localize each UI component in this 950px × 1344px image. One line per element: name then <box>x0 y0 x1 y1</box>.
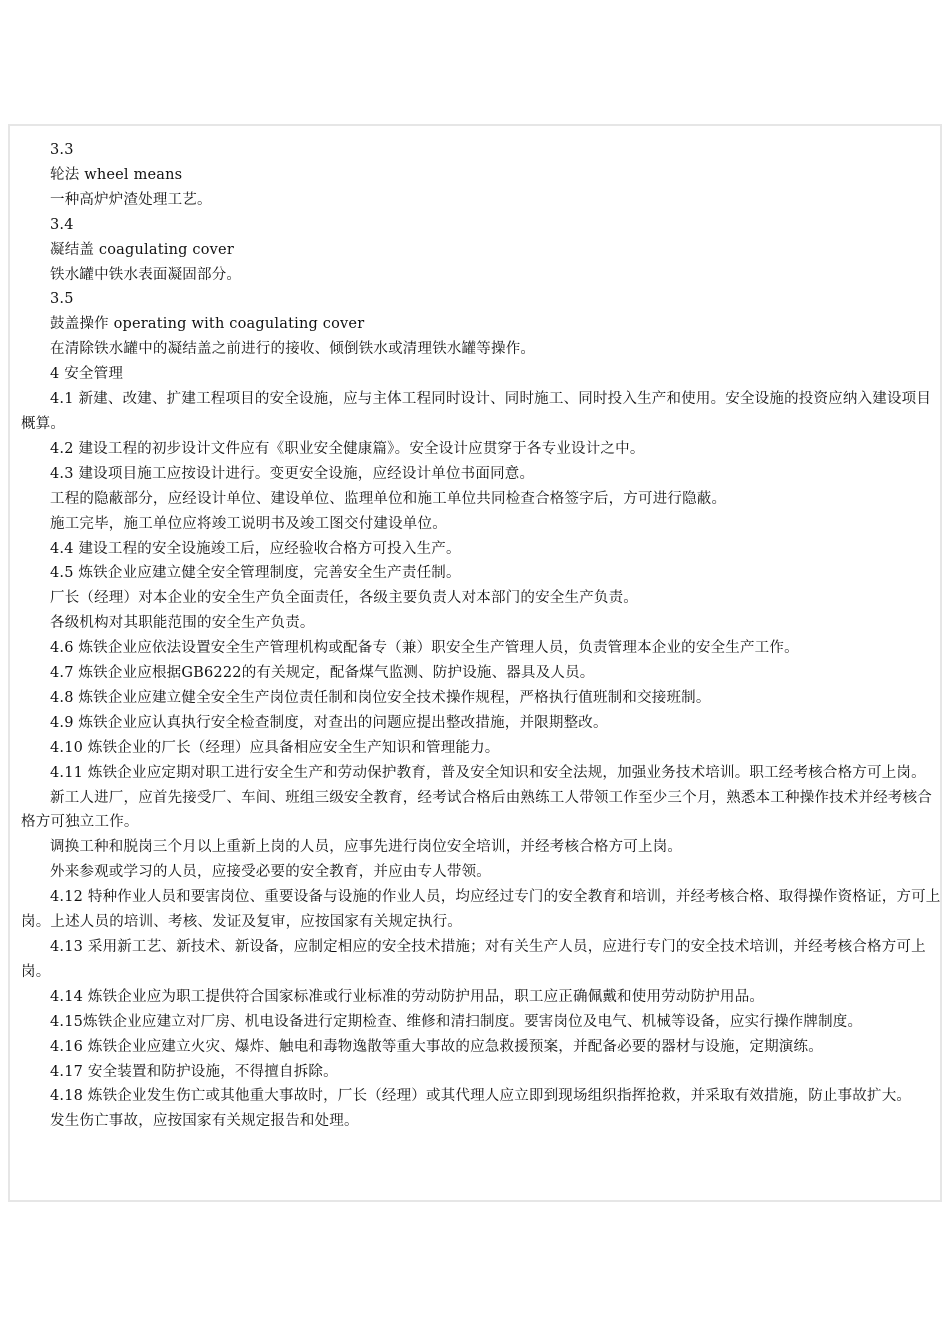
clause-paragraph: 4.1 新建、改建、扩建工程项目的安全设施，应与主体工程同时设计、同时施工、同时投入生产和使用。安全设施的投资应纳入建设项目概算。 <box>21 391 932 432</box>
clause-paragraph: 4.12 特种作业人员和要害岗位、重要设备与设施的作业人员，均应经过专门的安全教育和培训，并经考核合格、取得操作资格证，方可上岗。上述人员的培训、考核、发证及复审，应按国家有关规定执行。 <box>21 889 941 931</box>
clause-paragraph: 4.3 建设项目施工应按设计进行。变更安全设施，应经设计单位书面同意。 <box>50 465 535 482</box>
clause-paragraph: 4.17 安全装置和防护设施，不得擅自拆除。 <box>50 1063 338 1080</box>
clause-paragraph: 发生伤亡事故，应按国家有关规定报告和处理。 <box>50 1113 359 1130</box>
clause-paragraph: 4.13 采用新工艺、新技术、新设备，应制定相应的安全技术措施；对有关生产人员，应进行专门的安全技术培训，并经考核合格方可上岗。 <box>21 939 926 980</box>
clause-paragraph: 4.4 建设工程的安全设施竣工后，应经验收合格方可投入生产。 <box>50 540 461 557</box>
clause-paragraph: 4.9 炼铁企业应认真执行安全检查制度，对查出的问题应提出整改措施，并限期整改。 <box>50 714 608 731</box>
clause-paragraph: 厂长（经理）对本企业的安全生产负全面责任，各级主要负责人对本部门的安全生产负责。 <box>50 590 638 607</box>
clause-paragraph: 4.7 炼铁企业应根据GB6222的有关规定，配备煤气监测、防护设施、器具及人员。 <box>50 665 595 682</box>
term-definition: 在清除铁水罐中的凝结盖之前进行的接收、倾倒铁水或清理铁水罐等操作。 <box>50 341 536 358</box>
clause-paragraph: 4.10 炼铁企业的厂长（经理）应具备相应安全生产知识和管理能力。 <box>50 739 500 756</box>
term-title: 凝结盖 coagulating cover <box>50 241 234 258</box>
clause-paragraph: 4.14 炼铁企业应为职工提供符合国家标准或行业标准的劳动防护用品，职工应正确佩戴和使用劳动防护用品。 <box>50 988 765 1005</box>
clause-paragraph: 4.2 建设工程的初步设计文件应有《职业安全健康篇》。安全设计应贯穿于各专业设计之中。 <box>50 440 645 457</box>
term-definition: 铁水罐中铁水表面凝固部分。 <box>50 266 242 283</box>
document-body <box>21 138 941 1134</box>
clause-paragraph: 4.8 炼铁企业应建立健全安全生产岗位责任制和岗位安全技术操作规程，严格执行值班制和交接班制。 <box>50 689 711 706</box>
clause-paragraph: 4.16 炼铁企业应建立火灾、爆炸、触电和毒物逸散等重大事故的应急救援预案，并配备必要的器材与设施，定期演练。 <box>50 1038 823 1055</box>
clause-paragraph: 工程的隐蔽部分，应经设计单位、建设单位、监理单位和施工单位共同检查合格签字后，方可进行隐蔽。 <box>50 490 727 507</box>
term-definition: 一种高炉炉渣处理工艺。 <box>50 191 212 208</box>
clause-paragraph: 外来参观或学习的人员，应接受必要的安全教育，并应由专人带领。 <box>50 864 491 881</box>
term-number: 3.3 <box>50 142 74 158</box>
clause-paragraph: 4.5 炼铁企业应建立健全安全管理制度，完善安全生产责任制。 <box>50 565 461 582</box>
clause-paragraph: 4.6 炼铁企业应依法设置安全生产管理机构或配备专（兼）职安全生产管理人员，负责管理本企业的安全生产工作。 <box>50 640 799 657</box>
clause-paragraph: 调换工种和脱岗三个月以上重新上岗的人员，应事先进行岗位安全培训，并经考核合格方可上岗。 <box>50 839 683 856</box>
clause-paragraph: 4.18 炼铁企业发生伤亡或其他重大事故时，厂长（经理）或其代理人应立即到现场组织指挥抢救，并采取有效措施，防止事故扩大。 <box>50 1088 912 1105</box>
term-title: 鼓盖操作 operating with coagulating cover <box>50 316 365 333</box>
document-frame <box>8 124 942 1202</box>
term-number: 3.4 <box>50 216 74 233</box>
term-title: 轮法 wheel means <box>50 166 183 183</box>
clause-paragraph: 新工人进厂，应首先接受厂、车间、班组三级安全教育，经考试合格后由熟练工人带领工作至少三个月，熟悉本工种操作技术并经考核合格方可独立工作。 <box>21 789 932 831</box>
clause-paragraph: 4.11 炼铁企业应定期对职工进行安全生产和劳动保护教育，普及安全知识和安全法规，加强业务技术培训。职工经考核合格方可上岗。 <box>50 764 926 781</box>
term-number: 3.5 <box>50 291 74 308</box>
clause-paragraph: 施工完毕，施工单位应将竣工说明书及竣工图交付建设单位。 <box>50 515 447 532</box>
section-heading: 4 安全管理 <box>50 366 124 383</box>
clause-paragraph: 4.15炼铁企业应建立对厂房、机电设备进行定期检查、维修和清扫制度。要害岗位及电气、机械等设备，应实行操作牌制度。 <box>50 1013 863 1030</box>
clause-paragraph: 各级机构对其职能范围的安全生产负责。 <box>50 615 315 632</box>
